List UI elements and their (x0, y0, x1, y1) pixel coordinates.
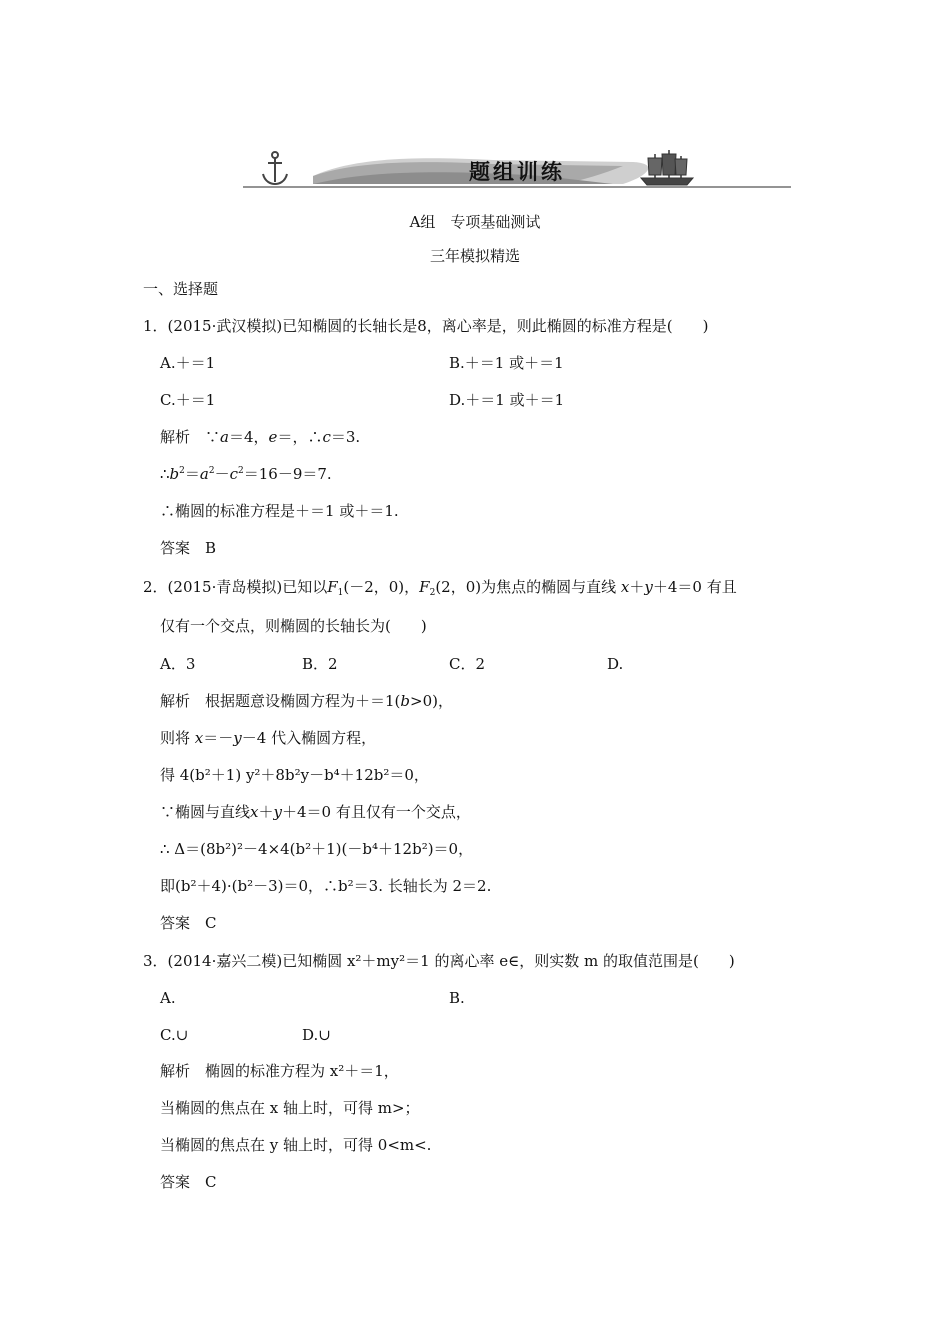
q1-option-a: A.＋＝1 (160, 354, 216, 372)
text: 解析 根据题意设椭圆方程为＋＝1( (160, 692, 401, 710)
text: ＋4＝0 有且仅有一个交点， (281, 803, 471, 821)
text: － (214, 465, 230, 483)
q2-answer: 答案 C (160, 914, 217, 932)
section-banner (243, 148, 791, 192)
text: ∴ (160, 465, 170, 483)
var-f1: F (327, 578, 338, 596)
q3-solution-line-3: 当椭圆的焦点在 y 轴上时，可得 0<m<. (160, 1136, 432, 1154)
text: ＝4， (229, 428, 269, 446)
text: ＝ (184, 465, 200, 483)
q1-solution-line-3: ∴椭圆的标准方程是＋＝1 或＋＝1. (160, 502, 399, 520)
var-x: x (194, 729, 204, 747)
q2-stem-line-1: 2．(2015·青岛模拟)已知以$F_1(-2$，0)，$F_2(2$，0)为焦点的椭圆与直线 x＋y＋4＝0 有且 (143, 578, 737, 598)
text: ＝，∴ (277, 428, 323, 446)
q3-option-c: C.∪ (160, 1026, 189, 1044)
var-e: e (268, 428, 278, 446)
solution-label: 解析 (160, 428, 191, 446)
q1-option-b: B.＋＝1 或＋＝1 (449, 354, 564, 372)
q2-option-a: A．3 (160, 655, 196, 673)
q1-option-d: D.＋＝1 或＋＝1 (449, 391, 565, 409)
q2-solution-line-3: 得 4(b²＋1) y²＋8b²y－b⁴＋12b²＝0， (160, 766, 429, 784)
q2-stem-line-2: 仅有一个交点，则椭圆的长轴长为( ) (160, 617, 427, 635)
text: 2．(2015·青岛模拟)已知以 (143, 578, 328, 596)
q2-solution-line-5: ∴ Δ＝(8b²)²－4×4(b²＋1)(－b⁴＋12b²)＝0， (160, 840, 474, 858)
text: ∵椭圆与直线 (160, 803, 251, 821)
section-heading: 一、选择题 (143, 280, 219, 298)
q3-solution-line-1: 解析 椭圆的标准方程为 x²＋＝1， (160, 1062, 399, 1080)
text: ＋ (258, 803, 274, 821)
var-y: y (273, 803, 282, 821)
var-y: y (233, 729, 242, 747)
q3-option-d: D.∪ (302, 1026, 331, 1044)
q1-answer: 答案 B (160, 539, 217, 557)
text: (－2，0)， (343, 578, 420, 596)
q3-stem: 3．(2014·嘉兴二模)已知椭圆 x²＋my²＝1 的离心率 e∈，则实数 m 的取值范围是( ) (143, 952, 735, 970)
text: (2，0)为焦点的椭圆与直线 (435, 578, 617, 596)
q1-solution-line-2: $\therefore b^2=a^2-c^2=16-9=7$. (160, 465, 332, 483)
q2-option-b: B．2 (302, 655, 338, 673)
q2-solution-line-6: 即(b²＋4)·(b²－3)＝0，∴b²＝3. 长轴长为 2＝2. (160, 877, 492, 895)
text: ∵ (205, 428, 221, 446)
text: ＋ (629, 578, 645, 596)
var-f2: F (419, 578, 430, 596)
text: ＝3. (330, 428, 361, 446)
var-a: a (220, 428, 229, 446)
text: ＝－ (203, 729, 234, 747)
var-x: x (250, 803, 259, 821)
var-a: a (199, 465, 209, 483)
q1-stem: 1．(2015·武汉模拟)已知椭圆的长轴长是8，离心率是，则此椭圆的标准方程是( ) (143, 317, 709, 335)
q3-option-a: A. (160, 989, 176, 1007)
q2-option-d: D. (607, 655, 624, 673)
text: >0)， (410, 692, 453, 710)
sub-title: 三年模拟精选 (429, 247, 520, 265)
text: ＝16－9＝7. (243, 465, 332, 483)
banner-title: 题组训练 (469, 160, 565, 184)
q2-solution-line-2 (160, 728, 376, 748)
text: 则将 (160, 729, 191, 747)
text: ＋4＝0 有且 (652, 578, 737, 596)
q3-answer: 答案 C (160, 1173, 217, 1191)
text: －4 代入椭圆方程， (241, 729, 377, 747)
var-c: c (322, 428, 331, 446)
q1-option-c: C.＋＝1 (160, 391, 216, 409)
q1-solution-line-1 (160, 427, 360, 447)
q3-option-b: B. (449, 989, 465, 1007)
q2-option-c: C．2 (449, 655, 486, 673)
var-x: x (620, 578, 630, 596)
var-b: b (169, 465, 180, 483)
var-c: c (229, 465, 239, 483)
q2-solution-line-1 (160, 691, 453, 711)
var-y: y (644, 578, 653, 596)
group-title: A组 专项基础测试 (409, 213, 541, 231)
q2-solution-line-4 (160, 802, 471, 822)
var-b: b (400, 692, 411, 710)
q3-solution-line-2: 当椭圆的焦点在 x 轴上时，可得 m>； (160, 1099, 420, 1117)
